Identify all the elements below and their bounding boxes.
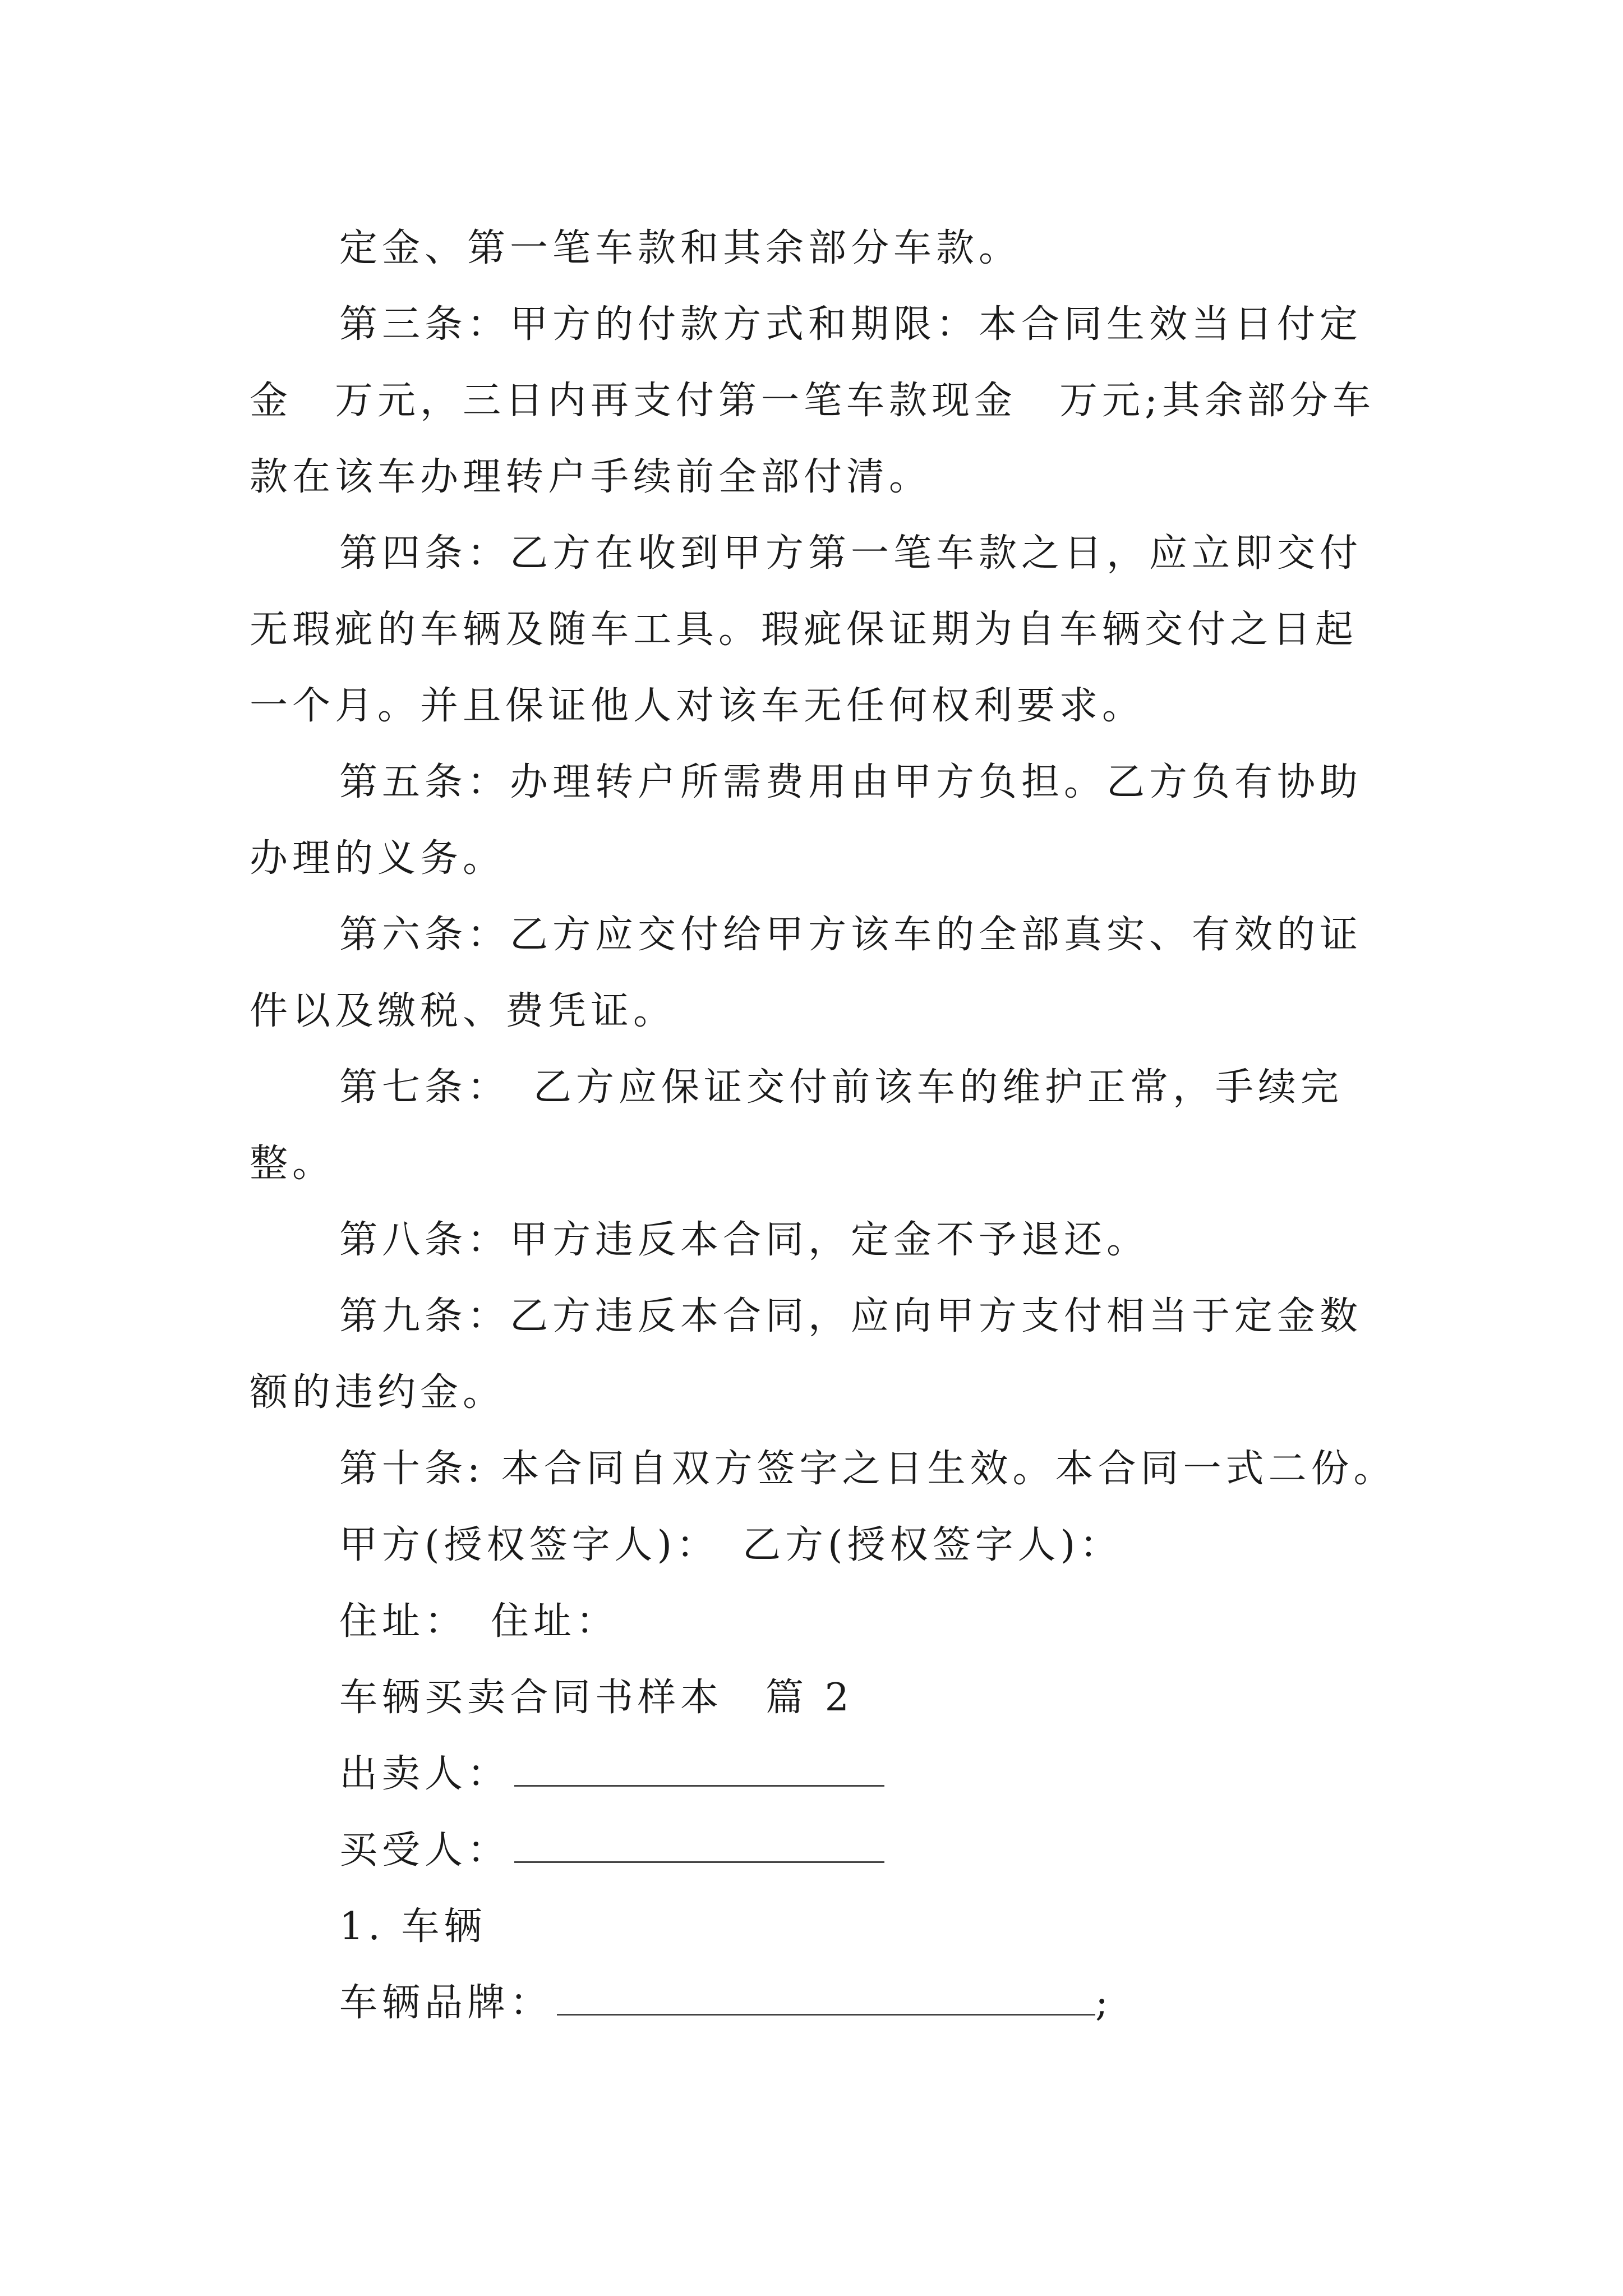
contract-article-8: 第八条：甲方违反本合同，定金不予退还。: [339, 1218, 1150, 1262]
contract-line: 额的违约金。: [250, 1370, 506, 1415]
seller-field: [250, 1736, 1388, 1812]
contract-article-4: 第四条：乙方在收到甲方第一笔车款之日，应立即交付: [339, 531, 1363, 576]
signatory-line: 甲方(授权签字人)： 乙方(授权签字人)：: [339, 1523, 1123, 1567]
contract-line: 一个月。并且保证他人对该车无任何权利要求。: [250, 684, 1145, 728]
brand-label: 车辆品牌：: [339, 1981, 553, 2025]
buyer-field: [250, 1812, 1388, 1889]
contract-article-3: 第三条：甲方的付款方式和期限：本合同生效当日付定: [339, 302, 1363, 347]
contract-article-9: 第九条：乙方违反本合同，应向甲方支付相当于定金数: [339, 1294, 1363, 1338]
contract-line: 定金、第一笔车款和其余部分车款。: [339, 226, 1022, 270]
contract-article-6: 第六条：乙方应交付给甲方该车的全部真实、有效的证: [339, 913, 1363, 957]
seller-label: 出卖人：: [339, 1752, 510, 1796]
contract-line: 整。: [250, 1142, 335, 1186]
contract-line: 无瑕疵的车辆及随车工具。瑕疵保证期为自车辆交付之日起: [250, 608, 1358, 652]
contract-line: 金 万元，三日内再支付第一笔车款现金 万元;其余部分车: [250, 379, 1375, 423]
brand-suffix: ;: [1095, 1981, 1113, 2025]
contract-body: [250, 210, 1396, 2041]
seller-blank[interactable]: [514, 1758, 884, 1787]
section-heading: 车辆买卖合同书样本 篇 2: [339, 1676, 854, 1720]
vehicle-section-heading: 1. 车辆: [339, 1904, 487, 1949]
address-line: 住址： 住址：: [339, 1599, 619, 1644]
buyer-label: 买受人：: [339, 1828, 510, 1872]
contract-line: 办理的义务。: [250, 836, 506, 881]
contract-article-5: 第五条：办理转户所需费用由甲方负担。乙方负有协助: [339, 760, 1363, 804]
brand-blank[interactable]: [557, 1987, 1095, 2016]
contract-line: 款在该车办理转户手续前全部付清。: [250, 455, 932, 499]
contract-line: 件以及缴税、费凭证。: [250, 989, 676, 1033]
contract-article-10: 第十条: 本合同自双方签字之日生效。本合同一式二份。: [339, 1447, 1396, 1491]
brand-field: [250, 1965, 1388, 2041]
contract-article-7: 第七条： 乙方应保证交付前该车的维护正常，手续完: [339, 1065, 1344, 1110]
buyer-blank[interactable]: [514, 1834, 884, 1863]
